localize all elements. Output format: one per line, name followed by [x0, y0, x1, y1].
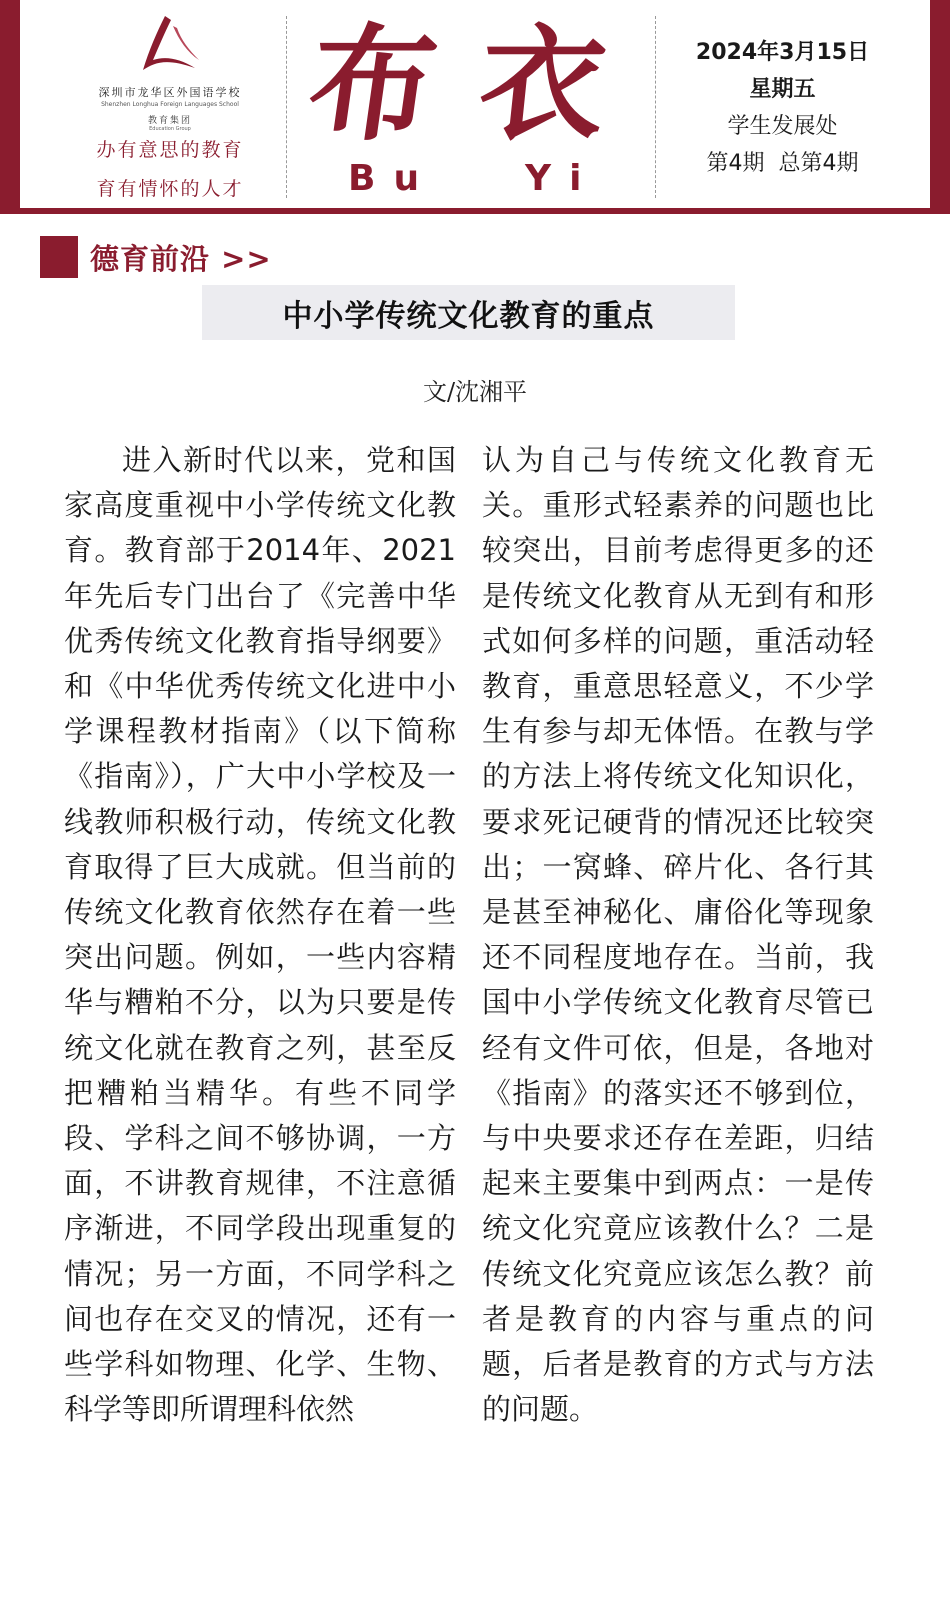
masthead-pinyin-yi: Yi [525, 158, 600, 199]
motto-line-1: 办有意思的教育 [96, 139, 244, 161]
article-column-left [64, 438, 456, 1432]
school-logo-icon [135, 12, 205, 82]
motto-line-2: 育有情怀的人才 [96, 178, 244, 200]
issue-info [665, 34, 900, 182]
masthead [300, 10, 645, 205]
article-column-right [482, 438, 874, 1432]
issue-weekday: 星期五 [749, 77, 816, 102]
school-name-cn: 深圳市龙华区外国语学校 [98, 86, 242, 99]
masthead-char-yi: 衣 [472, 12, 613, 158]
masthead-pinyin-bu: Bu [348, 158, 438, 199]
article-byline: 文/沈湘平 [422, 378, 528, 406]
article-paragraph-left: 进入新时代以来，党和国家高度重视中小学传统文化教育。教育部于2014年、2021年先后专门出台了《完善中华优秀传统文化教育指导纲要》和《中华优秀传统文化进中小学课程教材指南》（以下简称《指南》），广大中小学校及一线教师积极行动，传统文化教育取得了巨大成就。但当前的传统文化教育依然存在着一些突出问题。例如，一些内容精华与糟粕不分，以为只要是传统文化就在教育之列，甚至反把糟粕当精华。有些不同学段、学科之间不够协调，一方面，不讲教育规律，不注意循序渐进，不同学段出现重复的情况；另一方面，不同学科之间也存在交叉的情况，还有一些学科如物理、化学、生物、科学等即所谓理科依然 [64, 443, 456, 1427]
header-divider [0, 208, 950, 214]
header-right-bar [930, 0, 950, 214]
group-name-cn: 教育集团 [147, 116, 192, 126]
section-tag [40, 236, 272, 278]
section-square-icon [40, 236, 78, 278]
group-name-en: Education Group [149, 126, 191, 132]
article-title: 中小学传统文化教育的重点 [282, 298, 655, 334]
header-separator-left [286, 16, 287, 198]
issue-number: 第4期 总第4期 [706, 151, 859, 176]
header-left-bar [0, 0, 20, 214]
school-logo-block [60, 12, 280, 132]
school-name-en: Shenzhen Longhua Foreign Languages School [101, 101, 239, 108]
masthead-char-bu: 布 [299, 12, 446, 158]
article-paragraph-right: 认为自己与传统文化教育无关。重形式轻素养的问题也比较突出，目前考虑得更多的还是传统文化教育从无到有和形式如何多样的问题，重活动轻教育，重意思轻意义，不少学生有参与却无体悟。在教与学的方法上将传统文化知识化，要求死记硬背的情况还比较突出；一窝蜂、碎片化、各行其是甚至神秘化、庸俗化等现象还不同程度地存在。当前，我国中小学传统文化教育尽管已经有文件可依，但是，各地对《指南》的落实还不够到位，与中央要求还存在差距，归结起来主要集中到两点：一是传统文化究竟应该教什么？二是传统文化究竟应该怎么教？前者是教育的内容与重点的问题，后者是教育的方式与方法的问题。 [482, 443, 874, 1427]
issue-department: 学生发展处 [727, 114, 838, 139]
section-label: 德育前沿 >> [90, 241, 272, 276]
issue-date: 2024年3月15日 [695, 40, 870, 65]
article-title-box [202, 285, 735, 340]
header-separator-right [655, 16, 656, 198]
